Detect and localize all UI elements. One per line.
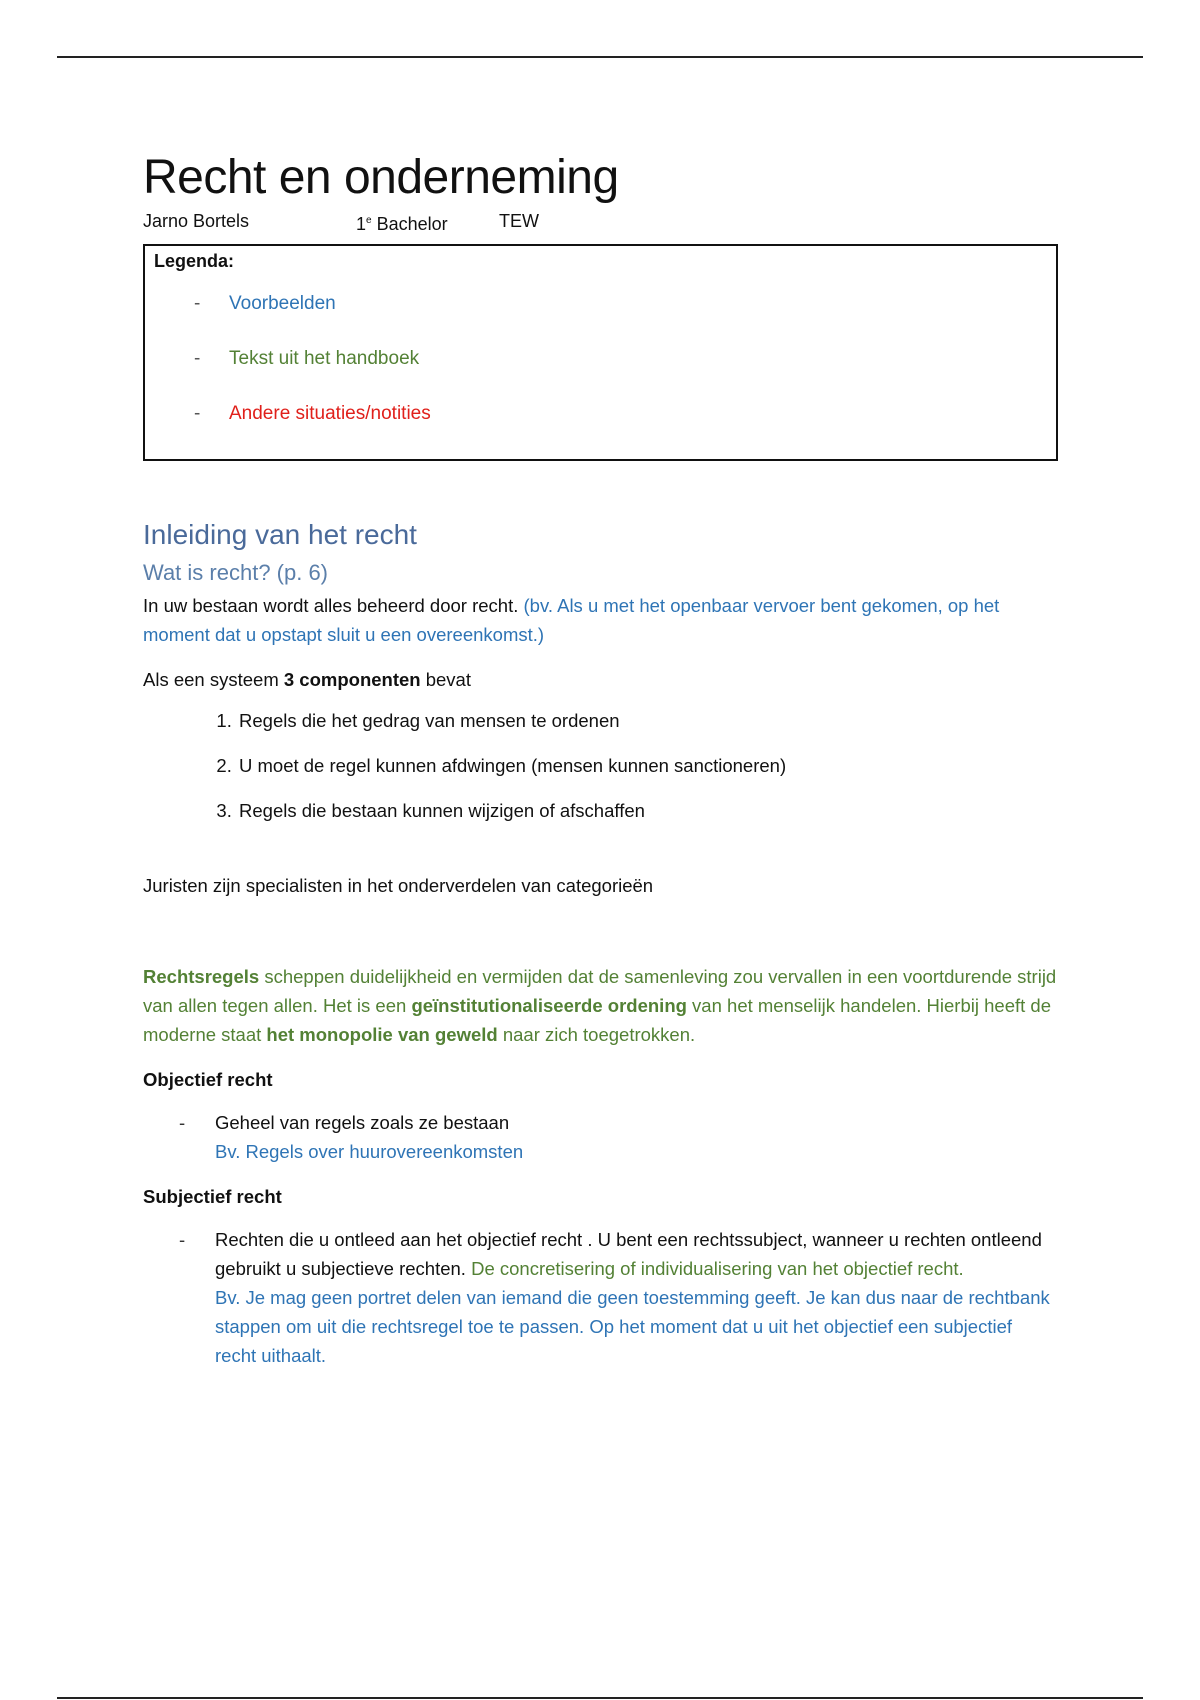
bottom-rule: [57, 1697, 1143, 1699]
list-dash: -: [179, 1112, 186, 1133]
components-list: [143, 706, 1058, 825]
subjective-law-text-block: [215, 1225, 1058, 1283]
subsection-heading: Wat is recht? (p. 6): [143, 560, 329, 585]
legend-dash: -: [194, 348, 201, 369]
rr-text-3: naar zich toegetrokken.: [497, 1024, 696, 1045]
system-text-end: bevat: [420, 669, 471, 690]
year-suffix: e: [366, 215, 372, 226]
objective-law-text: Geheel van regels zoals ze bestaan: [215, 1112, 510, 1133]
section-heading: Inleiding van het recht: [143, 519, 417, 550]
list-item: 2. U moet de regel kunnen afdwingen (mensen kunnen sanctioneren): [237, 751, 1058, 780]
top-rule: [57, 56, 1143, 58]
objective-law-item: [143, 1108, 1058, 1166]
list-dash: -: [179, 1229, 186, 1250]
document-meta: [143, 209, 1058, 233]
system-text: Als een systeem: [143, 669, 284, 690]
legend-label: Voorbeelden: [229, 293, 336, 314]
document-title: Recht en onderneming: [143, 151, 619, 204]
legend-label: Andere situaties/notities: [229, 403, 431, 424]
legend-label: Tekst uit het handboek: [229, 348, 420, 369]
legend-dash: -: [194, 293, 201, 314]
subjective-law-text: Rechten die u ontleed aan het objectief recht . U bent een rechtssubject, wanneer u rechten ontleend gebruikt u subjectieve rechten.: [215, 1229, 1042, 1279]
intro-text: In uw bestaan wordt alles beheerd door recht.: [143, 595, 524, 616]
jurists-paragraph: Juristen zijn specialisten in het onderverdelen van categorieën: [143, 875, 654, 896]
subjective-law-item: [143, 1225, 1058, 1370]
subjective-law-handbook: De concretisering of individualisering van het objectief recht.: [471, 1258, 964, 1279]
faculty-name: TEW: [499, 211, 539, 231]
objective-law-heading: Objectief recht: [143, 1069, 273, 1090]
rr-bold-1: Rechtsregels: [143, 966, 260, 987]
legal-rules-paragraph: [143, 962, 1058, 1049]
intro-example: (bv. Als u met het openbaar vervoer bent gekomen, op het moment dat u opstapt sluit u een overeenkomst.): [143, 595, 1000, 645]
author-name: Jarno Bortels: [143, 211, 250, 231]
objective-law-example: Bv. Regels over huurovereenkomsten: [215, 1141, 524, 1162]
legend-item-handbook: [154, 344, 1047, 374]
rr-bold-3: het monopolie van geweld: [266, 1024, 498, 1045]
legend-dash: -: [194, 403, 201, 424]
system-paragraph: [143, 665, 1058, 694]
list-item: 3. Regels die bestaan kunnen wijzigen of afschaffen: [237, 796, 1058, 825]
legend-item-notes: [154, 399, 1047, 429]
list-item: 1. Regels die het gedrag van mensen te ordenen: [237, 706, 1058, 735]
study-year: [356, 209, 448, 236]
subjective-law-example: Bv. Je mag geen portret delen van iemand die geen toestemming geeft. Je kan dus naar de rechtbank stappen om uit die rechtsregel toe te passen. Op het moment dat u uit het objectief een subjectief recht uithaalt.: [215, 1287, 1050, 1366]
legend-title: Legenda:: [154, 251, 235, 271]
system-bold: 3 componenten: [283, 669, 421, 690]
intro-paragraph: [143, 591, 1058, 649]
year-number: 1: [356, 214, 367, 234]
rr-bold-2: geïnstitutionaliseerde ordening: [411, 995, 687, 1016]
document-body: [143, 150, 1058, 1370]
legend-box: [143, 244, 1058, 461]
rr-text-1: scheppen duidelijkheid en vermijden dat de samenleving zou vervallen in een voortdurende strijd van allen tegen allen. Het is een: [143, 966, 1057, 1016]
program-name: Bachelor: [376, 214, 448, 234]
subjective-law-heading: Subjectief recht: [143, 1186, 282, 1207]
rr-text-2: van het menselijk handelen. Hierbij heeft de moderne staat: [143, 995, 1051, 1045]
legend-list: [154, 289, 1047, 429]
legend-item-examples: [154, 289, 1047, 319]
